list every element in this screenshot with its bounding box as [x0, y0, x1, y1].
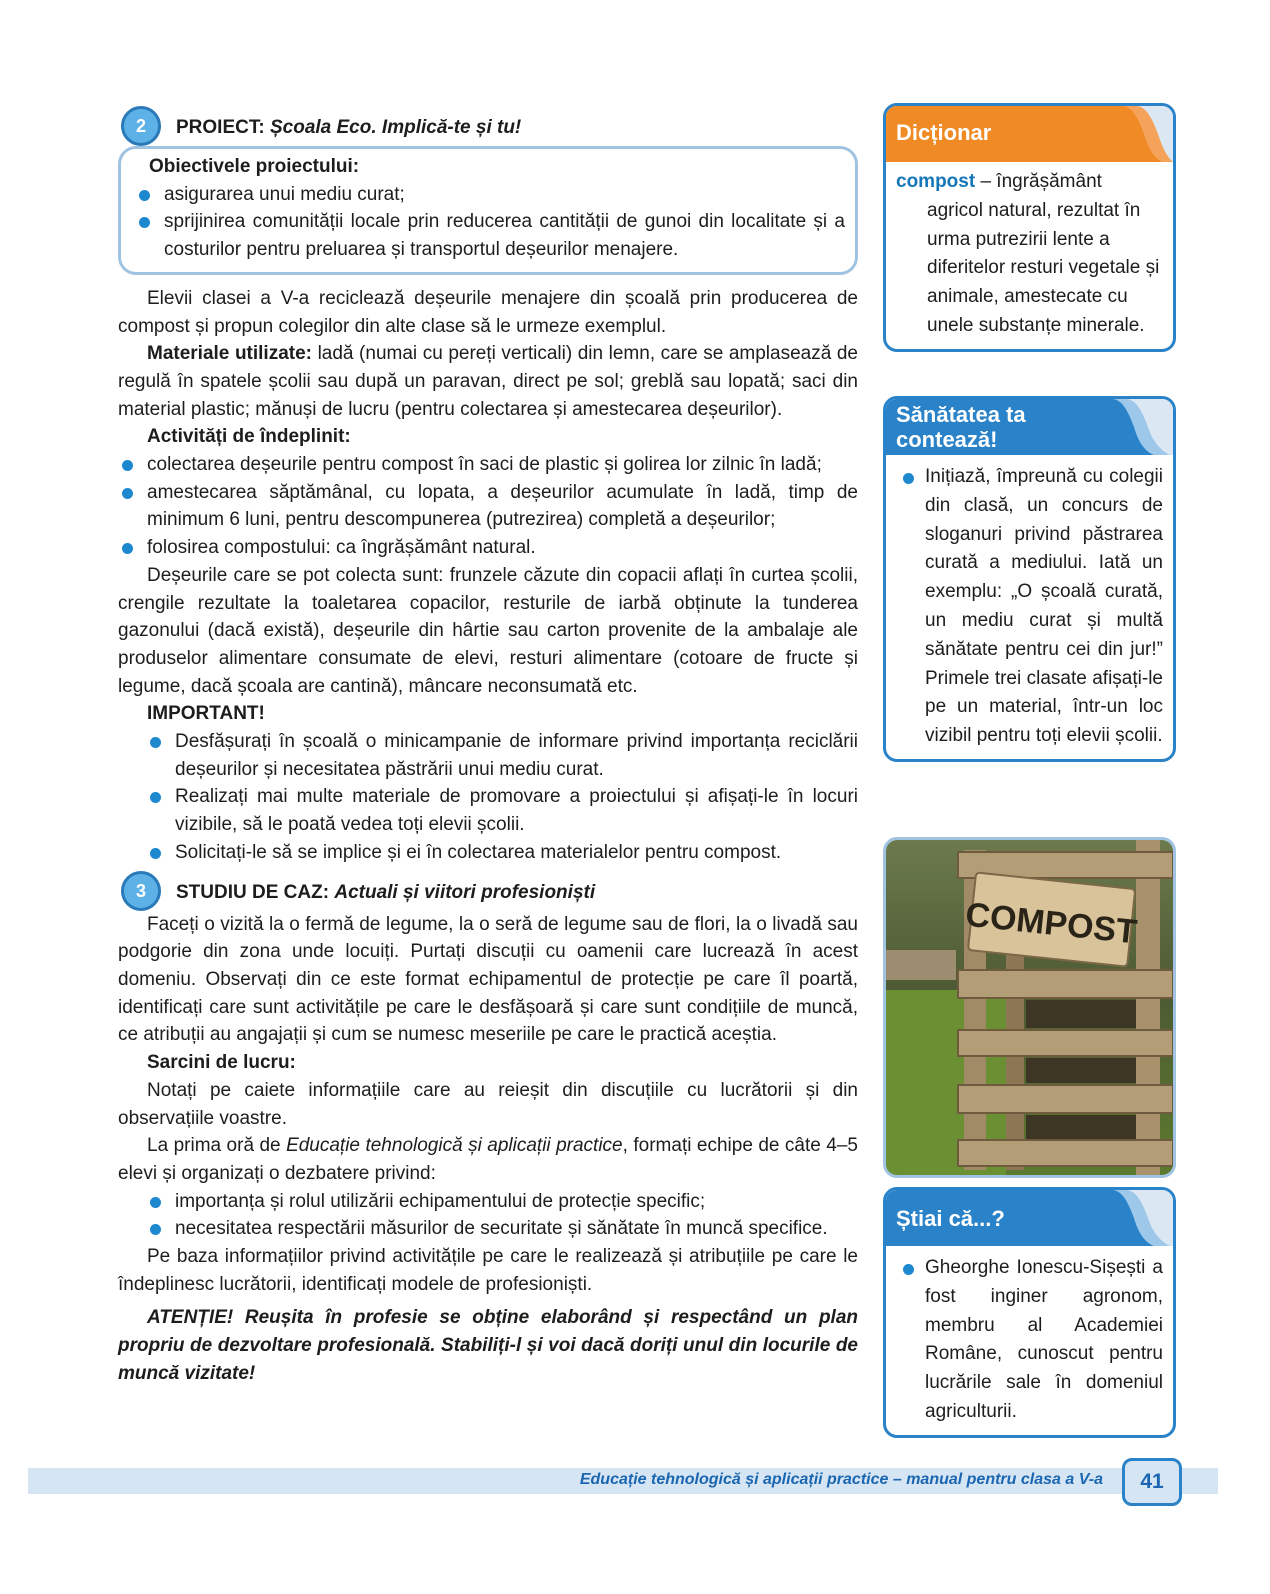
- health-box: [883, 396, 1176, 762]
- dictionary-definition: – îngrășământ agricol natural, rezultat în urma putrezirii lente a diferitelor resturi vegetale și animale, amestecate cu unele substanțe minerale.: [927, 171, 1160, 336]
- did-you-know-box: [883, 1187, 1176, 1438]
- materials-paragraph: [118, 340, 858, 423]
- footer-title: Educație tehnologică și aplicații practice – manual pentru clasa a V-a: [579, 1471, 1103, 1488]
- compost-bin-image: [886, 840, 1173, 1175]
- compost-photo: [883, 837, 1176, 1178]
- dictionary-title: Dicționar: [896, 120, 992, 145]
- sign-text: COMPOST: [963, 895, 1139, 952]
- list-item: Desfășurați în școală o minicampanie de informare privind importanța reciclării deșeurilor și necesitatea păstrării unui mediu curat.: [118, 728, 858, 783]
- section-3-title: [118, 869, 858, 911]
- section-label: PROIECT:: [176, 117, 265, 138]
- debate-paragraph: La prima oră de Educație tehnologică și aplicații practice, formați echipe de câte 4–5 elevi și organizați o dezbatere privind:: [118, 1135, 858, 1184]
- tasks-paragraph: Notați pe caiete informațiile care au reieșit din discuțiile cu lucrătorii și din observațiile voastre.: [118, 1079, 858, 1129]
- list-item: necesitatea respectării măsurilor de securitate și sănătate în muncă specifice.: [118, 1215, 858, 1243]
- case-study-paragraph: Faceți o vizită la o fermă de legume, la o seră de legume sau de flori, la o livadă sau podgorie din zona unde locuiți. Purtați discuții cu oamenii care lucrează în acest domeniu. Observați din ce este format echipamentul de protecție pe care îl poartă, identificați care sunt activitățile pe care le desfășoară și care sunt condițiile de muncă, ce atribuții au angajații și cum se numesc meseriile pe care le practică aceștia.: [118, 913, 858, 1046]
- section-title: Școala Eco. Implică-te și tu!: [269, 117, 522, 138]
- waste-paragraph: Deșeurile care se pot colecta sunt: frunzele căzute din copacii aflați în curtea școlii, crengile rezultate la toaletarea copacilor, resturile de iarbă obținute la tunderea gazonului (dacă există), deșeurile din hârtie sau carton provenite de la ambalaje ale produselor alimentare consumate de elevi, resturi alimentare (cotoare de fructe și legume, dacă școala are cantină), mâncare neconsumată etc.: [118, 564, 858, 697]
- did-you-know-header: [886, 1190, 1173, 1246]
- health-header: [886, 399, 1173, 455]
- main-column: [118, 104, 858, 1388]
- section-title: Actuali și viitori profesioniști: [334, 881, 596, 903]
- list-item: Solicitați-le să se implice și ei în colectarea materialelor pentru compost.: [118, 839, 858, 867]
- list-item: colectarea deșeurile pentru compost în saci de plastic și golirea lor zilnic în ladă;: [118, 451, 858, 479]
- materials-text: ladă (numai cu pereți verticali) din lemn, care se amplasează de regulă în spatele școlii sau după un paravan, direct pe sol; greblă sau lopată; saci din material plastic; mănuși de lucru (pentru colectarea și amestecarea deșeurilor).: [118, 343, 858, 420]
- list-item: Realizați mai multe materiale de promovare a proiectului și afișați-le în locuri vizibile, să le poată vedea toți elevii școlii.: [118, 783, 858, 838]
- health-title-line1: Sănătatea ta: [896, 402, 1026, 427]
- health-title-line2: contează!: [896, 427, 998, 452]
- objectives-title: Obiectivele proiectului:: [149, 156, 360, 177]
- attention-note: ATENȚIE! Reușita în profesie se obține elaborând și respectând un plan propriu de dezvoltare profesională. Stabiliți-l și voi dacă doriți unul din locurile de muncă vizitate!: [118, 1307, 858, 1384]
- health-text: Inițiază, împreună cu colegii din clasă, un concurs de sloganuri privind păstrarea curată a mediului. Iată un exemplu: „O școală curată, un mediu curat și multă sănătate pentru cei din jur!” Primele trei clasate afișați-le pe un material, într-un loc vizibil pentru toți elevii școlii.: [896, 463, 1163, 751]
- tasks-title: Sarcini de lucru:: [147, 1052, 296, 1074]
- intro-paragraph: Elevii clasei a V-a reciclează deșeurile menajere din școală prin producerea de compost și propun colegilor din alte clase să le urmeze exemplul.: [118, 287, 858, 337]
- dictionary-entry: [896, 168, 1163, 341]
- important-title: IMPORTANT!: [147, 703, 265, 725]
- section-label: STUDIU DE CAZ:: [176, 881, 330, 903]
- page-footer: [28, 1468, 1218, 1494]
- section-number-badge: 2: [121, 106, 161, 146]
- activities-title: Activități de îndeplinit:: [147, 426, 351, 448]
- dictionary-box: [883, 103, 1176, 352]
- objectives-list: [135, 181, 845, 264]
- list-item: importanța și rolul utilizării echipamentului de protecție specific;: [118, 1188, 858, 1216]
- list-item: amestecarea săptămânal, cu lopata, a deșeurilor acumulate în ladă, timp de minimum 6 luni, pentru descompunerea (putrezirea) completă a deșeurilor;: [118, 479, 858, 534]
- list-item: folosirea compostului: ca îngrășământ natural.: [118, 534, 858, 562]
- section-number-badge: 3: [121, 871, 161, 911]
- section-2-title: [118, 104, 858, 146]
- activities-list: [118, 451, 858, 562]
- dictionary-header: [886, 106, 1173, 162]
- did-you-know-text: Gheorghe Ionescu-Sișești a fost inginer agronom, membru al Academiei Române, cunoscut pentru lucrările sale în domeniul agriculturii.: [896, 1254, 1163, 1427]
- list-item: asigurarea unui mediu curat;: [135, 181, 845, 209]
- did-you-know-title: Știai că...?: [896, 1206, 1005, 1231]
- subject-name: Educație tehnologică și aplicații practice: [286, 1135, 623, 1157]
- debate-list: [118, 1188, 858, 1243]
- materials-label: Materiale utilizate:: [147, 343, 312, 365]
- page-number: 41: [1122, 1458, 1182, 1506]
- dictionary-term: compost: [896, 171, 976, 192]
- important-list: [118, 728, 858, 867]
- models-paragraph: Pe baza informațiilor privind activitățile pe care le realizează și atribuțiile pe care le îndeplinesc lucrătorii, identificați modele de profesioniști.: [118, 1246, 858, 1295]
- list-item: sprijinirea comunității locale prin reducerea cantității de gunoi din localitate și a costurilor pentru preluarea și transportul deșeurilor menajere.: [135, 208, 845, 263]
- objectives-box: [118, 146, 858, 275]
